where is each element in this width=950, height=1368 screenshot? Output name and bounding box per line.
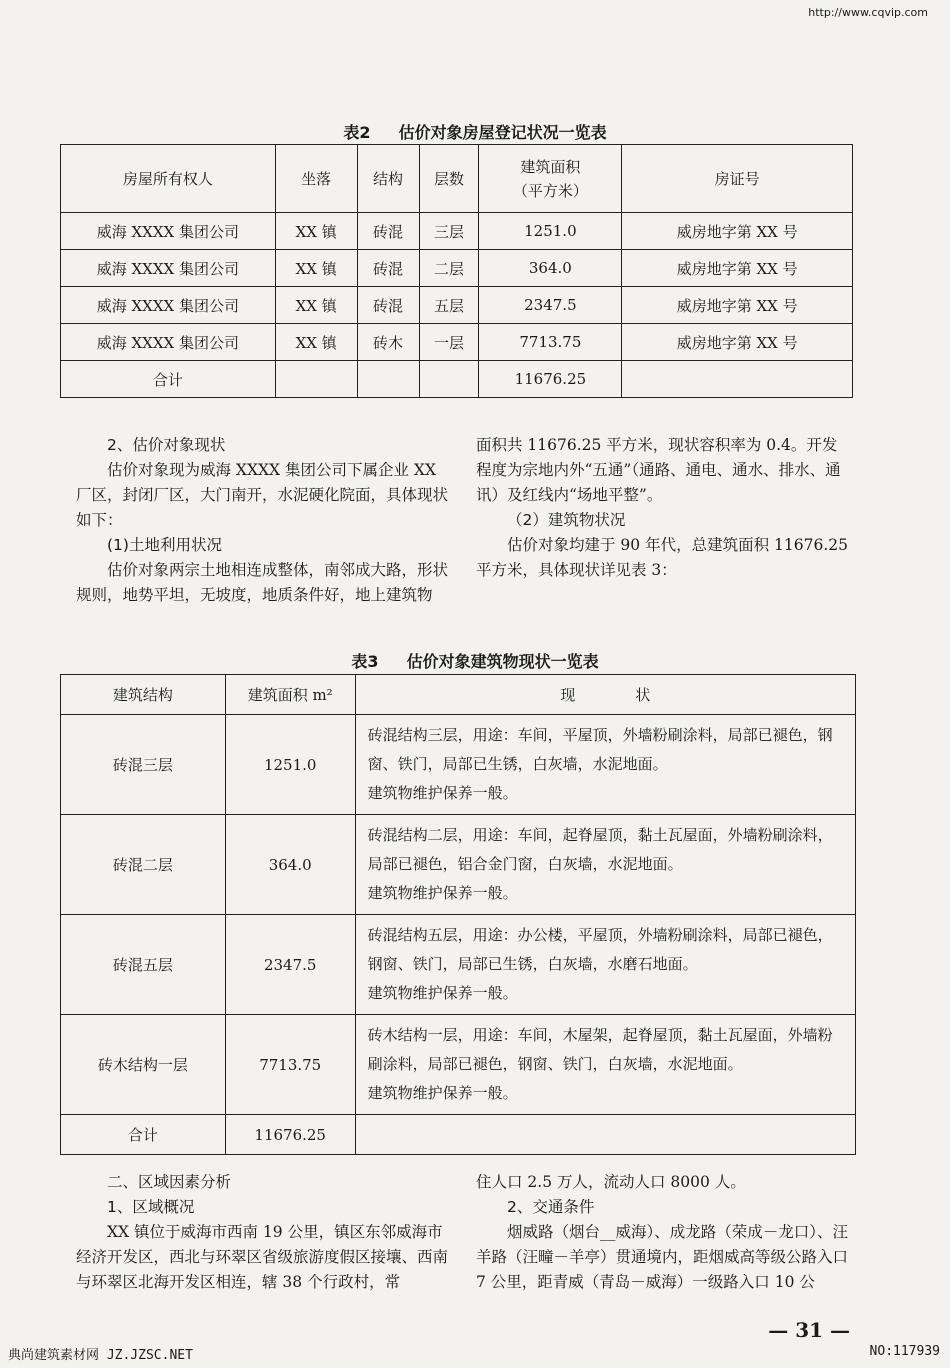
subsection-heading: 2、交通条件 — [507, 1198, 595, 1216]
table3-title: 估价对象建筑物现状一览表 — [406, 652, 599, 671]
table-row — [61, 213, 853, 250]
table-row — [61, 815, 856, 915]
table2-location: XX 镇 — [275, 250, 357, 287]
table2-floors: 一层 — [419, 324, 479, 361]
table3-header-status: 现 状 — [355, 675, 855, 715]
table3-header-structure: 建筑结构 — [61, 675, 226, 715]
subsection-heading: (1)土地利用状况 — [107, 536, 222, 554]
subsection-heading: 1、区域概况 — [107, 1198, 195, 1216]
table2-title: 估价对象房屋登记状况一览表 — [398, 123, 607, 142]
table-row — [61, 915, 856, 1015]
section1-right-column — [476, 433, 851, 583]
table3-total-label: 合计 — [61, 1115, 226, 1155]
table2-cert: 威房地字第 XX 号 — [622, 324, 853, 361]
table3-header-row — [61, 675, 856, 715]
table3-total-row — [61, 1115, 856, 1155]
table3-caption — [0, 649, 950, 672]
status-line: 刷涂料，局部已褪色，钢窗、铁门，白灰墙，水泥地面。 — [367, 1055, 743, 1073]
table2-floors: 五层 — [419, 287, 479, 324]
table2-area: 364.0 — [479, 250, 622, 287]
status-line: 钢窗、铁门，局部已生锈，白灰墙，水磨石地面。 — [367, 955, 698, 973]
paragraph: 估价对象两宗土地相连成整体，南邻成大路，形状规则，地势平坦，无坡度，地质条件好，地上建筑物 — [76, 561, 449, 604]
table2-cert: 威房地字第 XX 号 — [622, 287, 853, 324]
table3-area: 1251.0 — [225, 715, 355, 815]
source-url: http://www.cqvip.com — [808, 6, 928, 19]
status-line: 建筑物维护保养一般。 — [367, 984, 518, 1002]
status-line: 砖木结构一层，用途：车间，木屋架，起脊屋顶，黏土瓦屋面，外墙粉 — [367, 1026, 833, 1044]
table2-owner: 威海 XXXX 集团公司 — [61, 250, 276, 287]
table3-status — [355, 1015, 855, 1115]
table2-header-location: 坐落 — [275, 145, 357, 213]
paragraph: 估价对象现为威海 XXXX 集团公司下属企业 XX 厂区，封闭厂区，大门南开，水泥硬化院面，具体现状如下： — [76, 461, 449, 529]
table2-number: 表2 — [343, 123, 371, 142]
table-row — [61, 1015, 856, 1115]
paragraph: 面积共 11676.25 平方米，现状容积率为 0.4。开发程度为宗地内外“五通”（通路、通电、通水、排水、通讯）及红线内“场地平整”。 — [476, 436, 841, 504]
table2-structure: 砖木 — [357, 324, 419, 361]
table3-structure: 砖木结构一层 — [61, 1015, 226, 1115]
table2-header-row — [61, 145, 853, 213]
table2-structure: 砖混 — [357, 250, 419, 287]
paragraph: 住人口 2.5 万人，流动人口 8000 人。 — [476, 1173, 746, 1191]
paragraph: XX 镇位于威海市西南 19 公里，镇区东邻威海市经济开发区，西北与环翠区省级旅游度假区接壤、西南与环翠区北海开发区相连，辖 38 个行政村，常 — [76, 1223, 449, 1291]
table3-area: 2347.5 — [225, 915, 355, 1015]
table2-cert: 威房地字第 XX 号 — [622, 213, 853, 250]
table2-location: XX 镇 — [275, 287, 357, 324]
table2-owner: 威海 XXXX 集团公司 — [61, 213, 276, 250]
table2-location: XX 镇 — [275, 213, 357, 250]
section2-left-column — [76, 1170, 451, 1295]
table-row — [61, 287, 853, 324]
table-row — [61, 250, 853, 287]
table3-status — [355, 915, 855, 1015]
table2-header-area-label: 建筑面积 — [520, 157, 581, 176]
table2-area: 2347.5 — [479, 287, 622, 324]
paragraph: 估价对象均建于 90 年代，总建筑面积 11676.25 平方米，具体现状详见表 3： — [476, 536, 848, 579]
table2-header-owner: 房屋所有权人 — [61, 145, 276, 213]
table3-structure: 砖混二层 — [61, 815, 226, 915]
status-line: 建筑物维护保养一般。 — [367, 884, 518, 902]
table3-header-area: 建筑面积 m² — [225, 675, 355, 715]
table3 — [60, 674, 856, 1155]
table2-floors: 二层 — [419, 250, 479, 287]
status-line: 建筑物维护保养一般。 — [367, 784, 518, 802]
table-row — [61, 715, 856, 815]
footer-watermark-left: 典尚建筑素材网 JZ.JZSC.NET — [8, 1348, 193, 1363]
status-line: 窗、铁门，局部已生锈，白灰墙，水泥地面。 — [367, 755, 668, 773]
table3-number: 表3 — [351, 652, 379, 671]
footer-watermark-right: NO:117939 — [869, 1344, 940, 1359]
table2-header-area — [479, 145, 622, 213]
table3-status — [355, 815, 855, 915]
table2-location: XX 镇 — [275, 324, 357, 361]
table3-structure: 砖混五层 — [61, 915, 226, 1015]
status-line: 砖混结构五层，用途：办公楼，平屋顶，外墙粉刷涂料，局部已褪色， — [367, 926, 833, 944]
section-heading: 二、区域因素分析 — [107, 1173, 232, 1191]
table2-header-structure: 结构 — [357, 145, 419, 213]
status-line: 局部已褪色，铝合金门窗，白灰墙，水泥地面。 — [367, 855, 683, 873]
table2-area: 1251.0 — [479, 213, 622, 250]
table2-structure: 砖混 — [357, 287, 419, 324]
table3-total-value: 11676.25 — [225, 1115, 355, 1155]
section1-left-column — [76, 433, 451, 608]
paragraph: 烟威路（烟台__威海）、成龙路（荣成－龙口）、汪羊路（汪疃－羊亭）贯通境内，距烟威高等级公路入口 7 公里，距青威（青岛－威海）一级路入口 10 公 — [476, 1223, 849, 1291]
section-heading: 2、估价对象现状 — [107, 436, 226, 454]
table3-area: 7713.75 — [225, 1015, 355, 1115]
table2-header-area-unit: （平方米） — [512, 181, 588, 200]
table2-header-floors: 层数 — [419, 145, 479, 213]
status-line: 砖混结构二层，用途：车间，起脊屋顶，黏土瓦屋面，外墙粉刷涂料， — [367, 826, 833, 844]
table2-owner: 威海 XXXX 集团公司 — [61, 324, 276, 361]
table3-area: 364.0 — [225, 815, 355, 915]
table2-cert: 威房地字第 XX 号 — [622, 250, 853, 287]
table2-header-cert: 房证号 — [622, 145, 853, 213]
subsection-heading: （2）建筑物状况 — [507, 511, 626, 529]
table2-floors: 三层 — [419, 213, 479, 250]
status-line: 建筑物维护保养一般。 — [367, 1084, 518, 1102]
table3-structure: 砖混三层 — [61, 715, 226, 815]
section2-right-column — [476, 1170, 851, 1295]
table2-owner: 威海 XXXX 集团公司 — [61, 287, 276, 324]
page-number: — 31 — — [768, 1318, 850, 1342]
table3-status — [355, 715, 855, 815]
table2-total-label: 合计 — [61, 361, 276, 398]
table-row — [61, 324, 853, 361]
table2-total-row — [61, 361, 853, 398]
status-line: 砖混结构三层，用途：车间，平屋顶，外墙粉刷涂料，局部已褪色，钢 — [367, 726, 833, 744]
table2-structure: 砖混 — [357, 213, 419, 250]
table2 — [60, 144, 853, 398]
table2-area: 7713.75 — [479, 324, 622, 361]
table2-total-value: 11676.25 — [479, 361, 622, 398]
table2-caption — [0, 120, 950, 143]
